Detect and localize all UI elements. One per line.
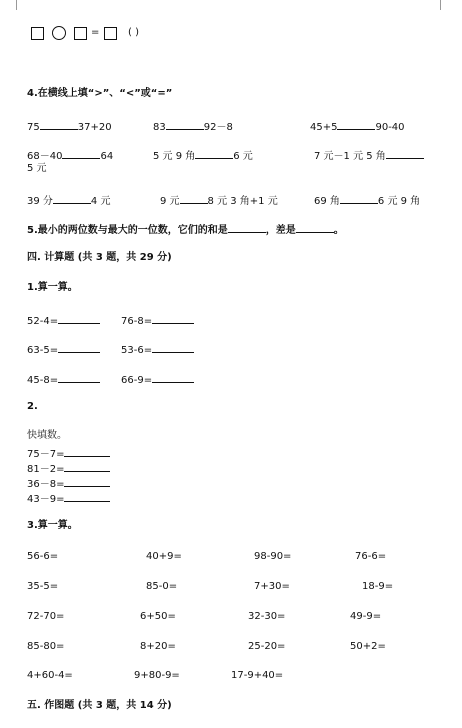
answer-blank[interactable] [64, 476, 110, 487]
compare-item: 69 角 6 元 9 角 [314, 193, 420, 208]
blank-box [104, 27, 117, 40]
q2-title: 快填数。 [27, 430, 67, 441]
fill-item: 43－9= [27, 491, 110, 506]
answer-blank[interactable] [180, 193, 208, 204]
answer-blank[interactable] [296, 222, 334, 233]
arith-item: 76-8= [121, 313, 194, 328]
blank-box [74, 27, 87, 40]
equals-sign: = [91, 27, 100, 38]
arith-item: 40+9= [146, 551, 182, 562]
arith-item: 17-9+40= [231, 670, 284, 681]
compare-item: 68－40 64 [27, 148, 113, 163]
compare-item: 83 92－8 [153, 119, 233, 134]
part-4-heading: 四. 计算题 (共 3 题，共 29 分) [27, 252, 172, 263]
answer-blank[interactable] [340, 193, 378, 204]
answer-blank[interactable] [58, 372, 100, 383]
answer-blank[interactable] [337, 119, 375, 130]
answer-blank[interactable] [152, 313, 194, 324]
answer-blank[interactable] [64, 461, 110, 472]
arith-item: 9+80-9= [134, 670, 180, 681]
compare-item: 7 元－1 元 5 角 [314, 148, 424, 163]
compare-item: 5 元 9 角 6 元 [153, 148, 253, 163]
page-corner-mark [440, 0, 451, 10]
answer-blank[interactable] [386, 148, 424, 159]
arith-item: 98-90= [254, 551, 292, 562]
q1-title: 1.算一算。 [27, 282, 78, 293]
arith-item: 6+50= [140, 611, 176, 622]
answer-blank[interactable] [58, 342, 100, 353]
compare-item: 9 元 8 元 3 角+1 元 [160, 193, 278, 208]
q2-number: 2. [27, 401, 38, 412]
answer-parens: ( ) [128, 27, 139, 38]
answer-blank[interactable] [152, 342, 194, 353]
arith-item: 52-4= [27, 313, 100, 328]
arith-item: 49-9= [350, 611, 382, 622]
blank-box [31, 27, 44, 40]
answer-blank[interactable] [166, 119, 204, 130]
arith-item: 53-6= [121, 342, 194, 357]
answer-blank[interactable] [64, 491, 110, 502]
answer-blank[interactable] [64, 446, 110, 457]
arith-item: 50+2= [350, 641, 386, 652]
arith-item: 4+60-4= [27, 670, 73, 681]
question-4-title: 4.在横线上填“>”、“<”或“=” [27, 88, 173, 99]
arith-item: 45-8= [27, 372, 100, 387]
answer-blank[interactable] [195, 148, 233, 159]
answer-blank[interactable] [40, 119, 78, 130]
arith-item: 56-6= [27, 551, 59, 562]
operator-circle [52, 26, 66, 40]
arith-item: 63-5= [27, 342, 100, 357]
fill-item: 81－2= [27, 461, 110, 476]
arith-item: 18-9= [362, 581, 394, 592]
arith-item: 35-5= [27, 581, 59, 592]
compare-item-wrap: 5 元 [27, 163, 47, 174]
arith-item: 7+30= [254, 581, 290, 592]
q3-title: 3.算一算。 [27, 520, 78, 531]
arith-item: 25-20= [248, 641, 286, 652]
answer-blank[interactable] [228, 222, 266, 233]
arith-item: 8+20= [140, 641, 176, 652]
arith-item: 76-6= [355, 551, 387, 562]
fill-item: 75－7= [27, 446, 110, 461]
arith-item: 72-70= [27, 611, 65, 622]
arith-item: 85-0= [146, 581, 178, 592]
arith-item: 66-9= [121, 372, 194, 387]
arith-item: 85-80= [27, 641, 65, 652]
part-5-heading: 五. 作图题 (共 3 题，共 14 分) [27, 700, 172, 711]
answer-blank[interactable] [53, 193, 91, 204]
compare-item: 45+5 90-40 [310, 119, 405, 134]
fill-item: 36－8= [27, 476, 110, 491]
page-corner-mark [6, 0, 17, 10]
compare-item: 39 分 4 元 [27, 193, 110, 208]
compare-item: 75 37+20 [27, 119, 112, 134]
arith-item: 32-30= [248, 611, 286, 622]
question-5: 5.最小的两位数与最大的一位数，它们的和是 ，差是 。 [27, 222, 344, 237]
answer-blank[interactable] [62, 148, 100, 159]
answer-blank[interactable] [58, 313, 100, 324]
answer-blank[interactable] [152, 372, 194, 383]
